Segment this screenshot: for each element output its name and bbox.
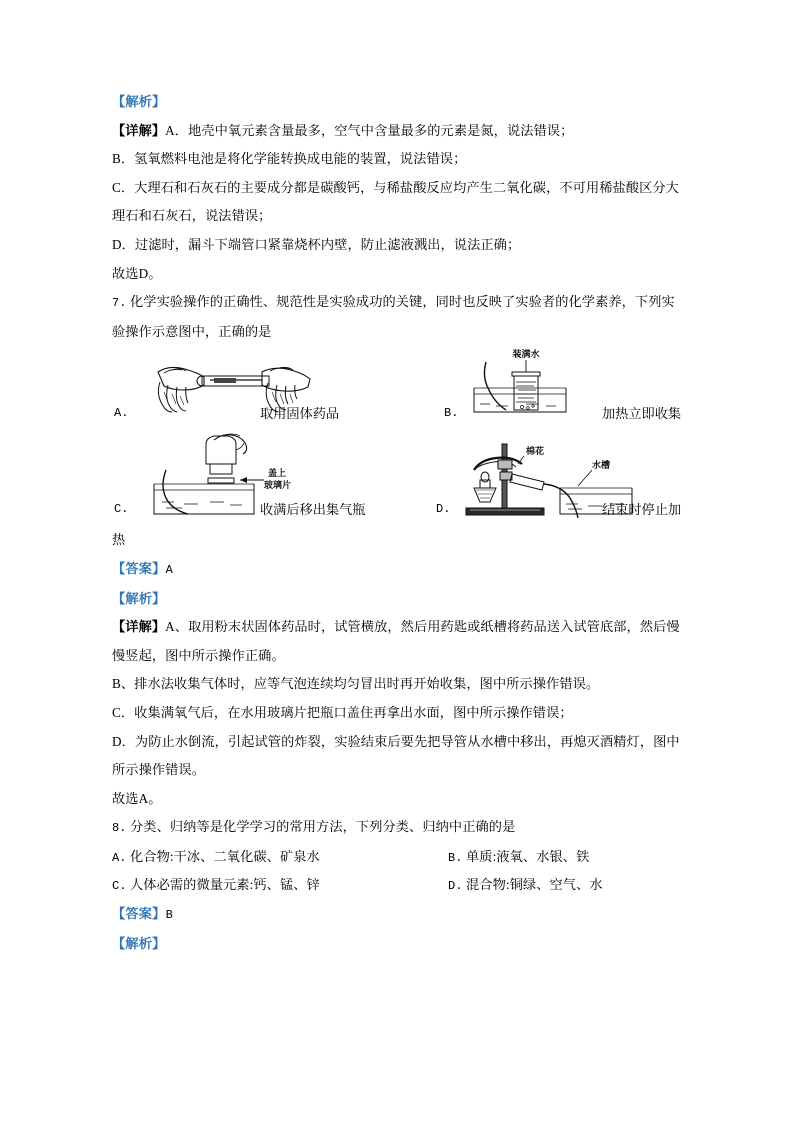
question7-conclusion: 故选A。 — [112, 790, 162, 806]
question8-options-row-1 — [112, 843, 682, 872]
question7-option-d — [434, 430, 694, 526]
question7-stem — [112, 288, 682, 346]
question7-detail-line-d: D．为防止水倒流，引起试管的炸裂，实验结束后要先把导管从水槽中移出，再熄灭酒精灯，图中所示操作错误。 — [112, 733, 680, 778]
option-c-figure-label-line2: 玻璃片 — [264, 480, 292, 491]
question7-detail-line-c: C．收集满氧气后，在水用玻璃片把瓶口盖住再拿出水面，图中所示操作错误； — [112, 704, 573, 720]
option-d-caption-part: 结束时停止加 — [602, 502, 682, 518]
option-c-text: 人体必需的微量元素:钙、锰、锌 — [130, 877, 320, 893]
option-b-figure-label: 装满水 — [512, 349, 540, 360]
analysis-tag: 【解析】 — [112, 935, 166, 951]
detail-tag: 【详解】 — [112, 619, 166, 635]
question8-option-c — [112, 871, 320, 901]
question7-detail-line-b: B、排水法收集气体时，应等气泡连续均匀冒出时再开始收集，图中所示操作错误。 — [112, 676, 600, 692]
question7-figure-row-1 — [112, 346, 682, 430]
question7-answer-value: A — [165, 562, 173, 577]
q6-detail-line-b: B．氢氧燃料电池是将化学能转换成电能的装置，说法错误； — [112, 151, 467, 167]
q6-detail-text-a: A．地壳中氧元素含量最多，空气中含量最多的元素是氮，说法错误； — [165, 122, 574, 138]
q6-detail-line-c: C．大理石和石灰石的主要成分都是碳酸钙，与稀盐酸反应均产生二氧化碳，不可用稀盐酸区分大理石和石灰石，说法错误； — [112, 179, 679, 224]
question7-detail-line-a — [112, 613, 682, 670]
option-a-caption: 取用固体药品 — [260, 406, 340, 422]
question8-options-row-2 — [112, 871, 682, 900]
question8-answer-line — [112, 900, 682, 930]
q6-detail-line-d: D．过滤时，漏斗下端管口紧靠烧杯内壁，防止滤液溅出，说法正确； — [112, 236, 521, 252]
option-c-caption: 收满后移出集气瓶 — [260, 502, 366, 518]
option-b-letter: B. — [444, 406, 459, 421]
question8-option-a — [112, 843, 320, 873]
option-c-letter: C. — [112, 879, 127, 894]
gas-collection-over-water-trough-icon — [466, 348, 596, 418]
option-a-letter: A. — [112, 850, 127, 865]
question8-option-d — [448, 871, 603, 901]
q6-detail-line-a — [112, 117, 682, 146]
analysis-tag: 【解析】 — [112, 94, 166, 109]
question7-option-b — [442, 346, 692, 430]
q6-conclusion: 故选D。 — [112, 265, 162, 281]
analysis-tag: 【解析】 — [112, 590, 166, 606]
question8-option-b — [448, 843, 589, 873]
answer-tag: 【答案】 — [112, 906, 166, 922]
option-d-figure-label-cotton: 棉花 — [526, 446, 545, 457]
question7-detail-text-a: A、取用粉末状固体药品时，试管横放，然后用药匙或纸槽将药品送入试管底部，然后慢慢竖起，图中所示操作正确。 — [112, 619, 680, 663]
answer-tag: 【答案】 — [112, 560, 166, 576]
option-b-text: 单质:液氧、水银、铁 — [466, 848, 590, 864]
question7-option-a — [112, 346, 442, 430]
option-a-text: 化合物:干冰、二氧化碳、矿泉水 — [130, 848, 320, 864]
question7-answer-line — [112, 555, 682, 585]
option-d-text: 混合物:铜绿、空气、水 — [466, 877, 603, 893]
question7-figure-row-2 — [112, 430, 682, 526]
question8-answer-value: B — [165, 908, 173, 923]
question8-analysis-tag-line — [112, 930, 682, 959]
question8-stem — [112, 813, 682, 843]
question7-stem-text: 化学实验操作的正确性、规范性是实验成功的关键，同时也反映了实验者的化学素养，下列实验操作示意图中，正确的是 — [112, 294, 675, 339]
option-d-caption-wrap: 热 — [112, 532, 126, 548]
question7-option-c — [112, 430, 442, 526]
option-d-letter: D. — [436, 502, 451, 517]
question8-number: 8. — [112, 821, 127, 836]
option-c-letter: C. — [114, 502, 129, 517]
option-c-figure-label-line1: 盖上 — [268, 468, 287, 479]
question7-number: 7. — [112, 296, 127, 311]
option-b-letter: B. — [448, 850, 463, 865]
question7-analysis-tag-line — [112, 585, 682, 614]
option-d-letter: D. — [448, 879, 463, 894]
option-a-letter: A. — [114, 406, 129, 421]
question8-stem-text: 分类、归纳等是化学学习的常用方法，下列分类、归纳中正确的是 — [130, 819, 516, 835]
q6-analysis-tag-line — [112, 88, 682, 117]
detail-tag: 【详解】 — [112, 122, 166, 138]
option-d-figure-label-trough: 水槽 — [592, 460, 611, 471]
option-b-caption: 加热立即收集 — [602, 406, 682, 422]
